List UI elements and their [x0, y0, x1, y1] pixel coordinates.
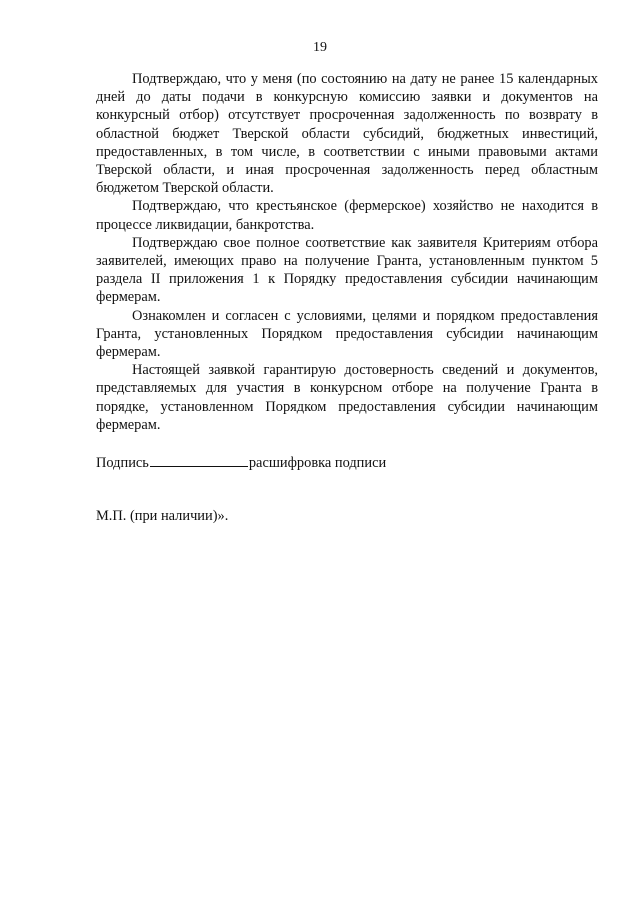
stamp-placeholder: М.П. (при наличии)».: [96, 508, 229, 524]
paragraph-guarantee: Настоящей заявкой гарантирую достоверность сведений и документов, представляемых для участия в конкурсном отборе на получение Гранта в порядке, установленном Порядком предоставления субсидии начинающим фермерам.: [96, 362, 598, 433]
signature-blank: [150, 453, 248, 467]
signature-label: Подпись: [96, 455, 149, 471]
signature-decode-label: расшифровка подписи: [248, 455, 387, 471]
document-body: [96, 70, 598, 434]
paragraph-criteria-compliance: Подтверждаю свое полное соответствие как заявителя Критериям отбора заявителей, имеющих право на получение Гранта, установленным пунктом 5 раздела II приложения 1 к Порядку предоставления субсидии начинающим фермерам.: [96, 234, 598, 306]
paragraph-acknowledgement: Ознакомлен и согласен с условиями, целями и порядком предоставления Гранта, установленных Порядком предоставления субсидии начинающим фермерам.: [96, 307, 598, 361]
paragraph-no-liquidation: Подтверждаю, что крестьянское (фермерское) хозяйство не находится в процессе ликвидации, банкротства.: [96, 198, 598, 233]
paragraph-no-debt: Подтверждаю, что у меня (по состоянию на дату не ранее 15 календарных дней до даты подачи в конкурсную комиссию заявки и документов на конкурсный отбор) отсутствует просроченная задолженность по возврату в областной бюджет Тверской области субсидий, бюджетных инвестиций, предоставленных, в том числе, в соответствии с иными правовыми актами Тверской области, и иная просроченная задолженность перед областным бюджетом Тверской области.: [96, 71, 598, 197]
signature-line: [96, 453, 386, 472]
page-number: 19: [313, 40, 327, 55]
